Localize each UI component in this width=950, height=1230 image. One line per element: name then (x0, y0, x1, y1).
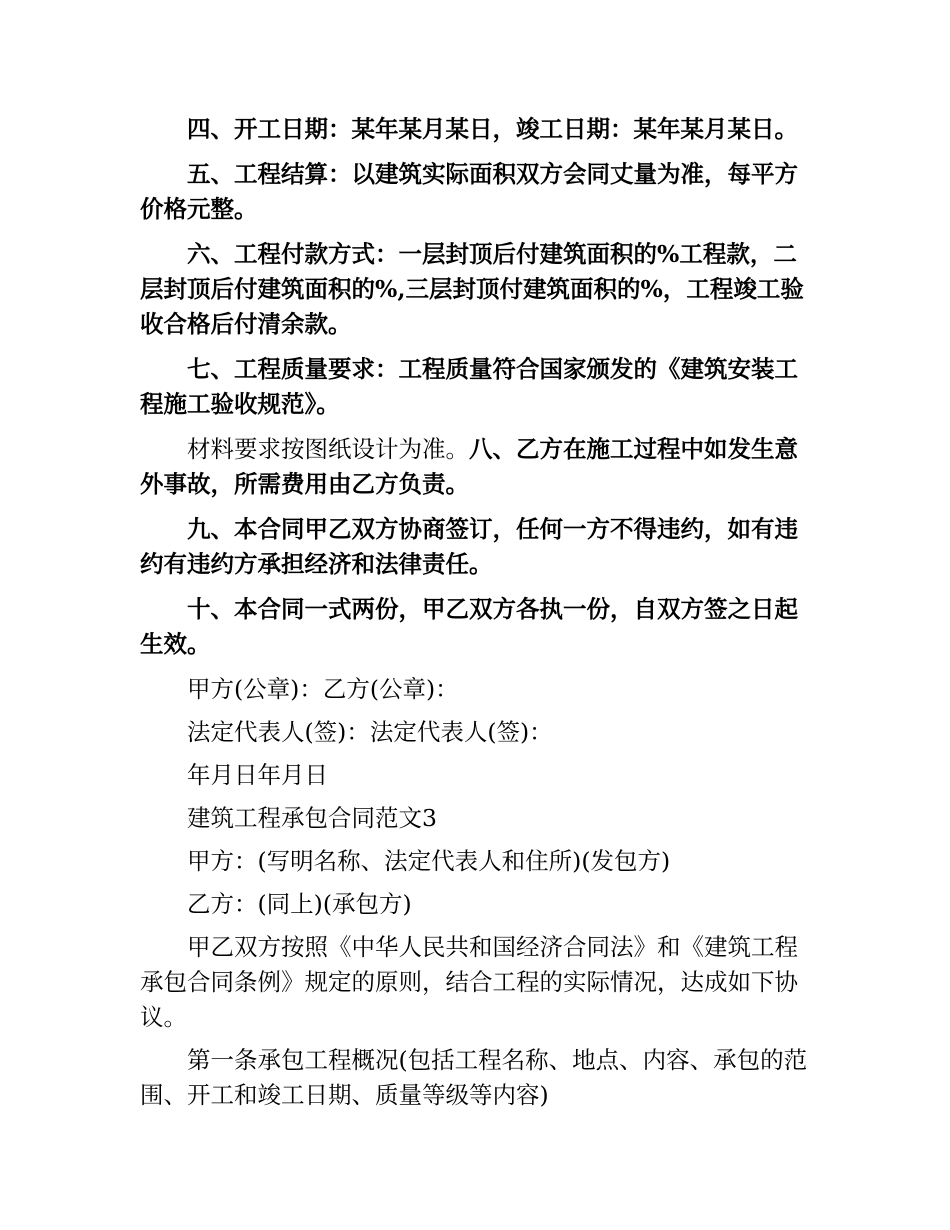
document-body (140, 112, 810, 1121)
clause-materials-and-accidents (140, 432, 810, 502)
signature-dates-line (140, 758, 810, 793)
legal-representatives-line (140, 715, 810, 750)
clause-text: 五、工程结算：以建筑实际面积双方会同丈量为准，每平方价格元整。 (140, 160, 798, 223)
line-text: 建筑工程承包合同范文3 (187, 804, 437, 832)
party-a-line (140, 844, 810, 879)
clause-text: 七、工程质量要求：工程质量符合国家颁发的《建筑安装工程施工验收规范》。 (140, 355, 798, 418)
clause-text: 十、本合同一式两份，甲乙双方各执一份，自双方签之日起生效。 (140, 595, 798, 658)
clause-text: 四、开工日期：某年某月某日，竣工日期：某年某月某日。 (187, 115, 798, 143)
clause-breach (140, 512, 810, 582)
clause-text: 六、工程付款方式：一层封顶后付建筑面积的%工程款，二层封顶后付建筑面积的%,三层封顶付建筑面积的%，工程竣工验收合格后付清余款。 (140, 240, 804, 338)
article-one-overview (140, 1043, 810, 1113)
line-text: 甲方：(写明名称、法定代表人和住所)(发包方) (187, 847, 671, 875)
line-text: 第一条承包工程概况(包括工程名称、地点、内容、承包的范围、开工和竣工日期、质量等级等内容) (140, 1046, 808, 1109)
clause-copies-effective (140, 592, 810, 662)
line-text: 甲方(公章)：乙方(公章)： (187, 675, 459, 703)
materials-note: 材料要求按图纸设计为准。 (187, 435, 469, 463)
clause-accidents: 八、乙方在施工过程中如发生意外事故，所需费用由乙方负责。 (140, 435, 798, 498)
clause-start-end-dates (140, 112, 810, 147)
line-text: 乙方：(同上)(承包方) (187, 890, 412, 918)
agreement-preamble (140, 930, 810, 1035)
sample-contract-title (140, 801, 810, 836)
party-b-line (140, 887, 810, 922)
party-seals-line (140, 672, 810, 707)
clause-payment-method (140, 237, 810, 342)
clause-text: 九、本合同甲乙双方协商签订，任何一方不得违约，如有违约有违约方承担经济和法律责任。 (140, 515, 798, 578)
clause-quality-requirements (140, 352, 810, 422)
line-text: 甲乙双方按照《中华人民共和国经济合同法》和《建筑工程承包合同条例》规定的原则，结合工程的实际情况，达成如下协议。 (140, 933, 798, 1031)
line-text: 法定代表人(签)：法定代表人(签)： (187, 718, 553, 746)
line-text: 年月日年月日 (187, 761, 328, 789)
clause-settlement (140, 157, 810, 227)
